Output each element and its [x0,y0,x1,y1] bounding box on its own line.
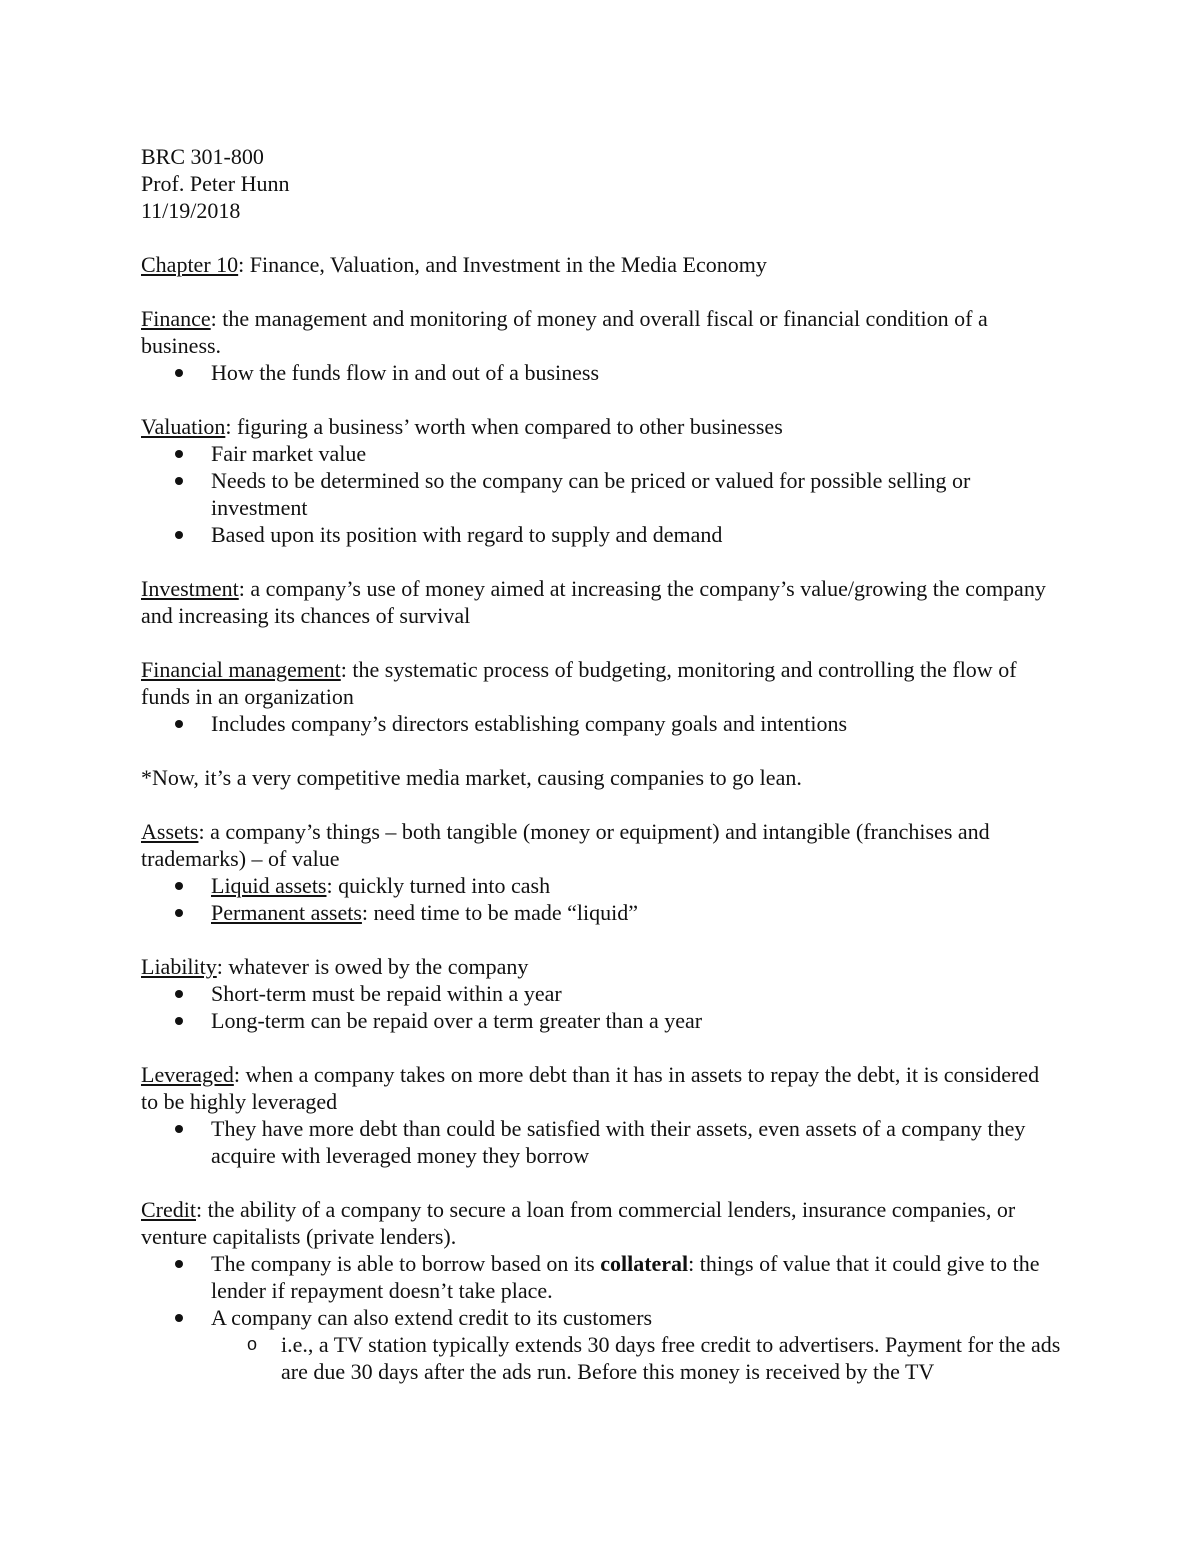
sub-list-item: o i.e., a TV station typically extends 30 days free credit to advertisers. Payment for the ads are due 30 days after the ads run. Before this money is received by the TV [247,1332,1061,1384]
bullet-icon [175,477,183,485]
chapter-label: Chapter 10 [141,252,239,277]
bullet-icon [175,882,183,890]
bullet-icon [175,720,183,728]
chapter-title: : Finance, Valuation, and Investment in the Media Economy [238,252,767,277]
list-item: Liquid assets: quickly turned into cash [141,872,1061,899]
document-date: 11/19/2018 [141,198,241,223]
investment-definition: Investment: a company’s use of money aimed at increasing the company’s value/growing the company and increasing its chances of survival [141,576,1046,628]
credit-sub-bullets [211,1331,1061,1385]
finance-bullets [141,359,1061,386]
credit-definition: Credit: the ability of a company to secure a loan from commercial lenders, insurance companies, or venture capitalists (private lenders). [141,1197,1016,1249]
liability-bullets [141,980,1061,1034]
bullet-icon [175,369,183,377]
investment-term: Investment [141,576,239,601]
permanent-assets-term: Permanent assets [211,900,362,925]
bullet-icon [175,531,183,539]
list-item: Long-term can be repaid over a term greater than a year [141,1007,1061,1034]
bullet-icon [175,450,183,458]
document-page [141,143,1061,1385]
valuation-bullets [141,440,1061,548]
chapter-heading [141,251,1061,278]
credit-bullets [141,1250,1061,1385]
list-item: Fair market value [141,440,1061,467]
bullet-icon [175,909,183,917]
financial-management-bullets [141,710,1061,737]
bullet-icon [175,1125,183,1133]
valuation-term: Valuation [141,414,226,439]
list-item: Based upon its position with regard to supply and demand [141,521,1061,548]
collateral-term: collateral [600,1251,689,1276]
assets-bullets [141,872,1061,926]
financial-management-definition: Financial management: the systematic process of budgeting, monitoring and controlling the flow of funds in an organization [141,657,1017,709]
bullet-icon [175,1017,183,1025]
valuation-definition: Valuation: figuring a business’ worth when compared to other businesses [141,414,783,439]
assets-term: Assets [141,819,199,844]
finance-definition: Finance: the management and monitoring of money and overall fiscal or financial condition of a business. [141,306,988,358]
bullet-icon [175,1314,183,1322]
liability-definition: Liability: whatever is owed by the company [141,954,529,979]
financial-management-term: Financial management [141,657,341,682]
list-item: Permanent assets: need time to be made “liquid” [141,899,1061,926]
bullet-icon [175,990,183,998]
finance-term: Finance [141,306,211,331]
credit-term: Credit [141,1197,196,1222]
leveraged-bullets [141,1115,1061,1169]
list-item: A company can also extend credit to its customers o i.e., a TV station typically extends 30 days free credit to advertisers. Payment for the ads are due 30 days after the ads run. Before this money is received by the TV [141,1304,1061,1385]
list-item: Includes company’s directors establishing company goals and intentions [141,710,1061,737]
assets-definition: Assets: a company’s things – both tangible (money or equipment) and intangible (franchises and trademarks) – of value [141,819,990,871]
liquid-assets-term: Liquid assets [211,873,327,898]
market-note: *Now, it’s a very competitive media market, causing companies to go lean. [141,765,802,790]
leveraged-definition: Leveraged: when a company takes on more debt than it has in assets to repay the debt, it is considered to be highly leveraged [141,1062,1040,1114]
bullet-icon [175,1260,183,1268]
professor-name: Prof. Peter Hunn [141,171,290,196]
list-item: Short-term must be repaid within a year [141,980,1061,1007]
liability-term: Liability [141,954,217,979]
hollow-bullet-icon: o [247,1334,258,1354]
list-item: Needs to be determined so the company can be priced or valued for possible selling or investment [141,467,1061,521]
leveraged-term: Leveraged [141,1062,234,1087]
list-item: How the funds flow in and out of a business [141,359,1061,386]
list-item: The company is able to borrow based on its collateral: things of value that it could give to the lender if repayment doesn’t take place. [141,1250,1061,1304]
list-item: They have more debt than could be satisfied with their assets, even assets of a company they acquire with leveraged money they borrow [141,1115,1061,1169]
course-code: BRC 301-800 [141,144,264,169]
